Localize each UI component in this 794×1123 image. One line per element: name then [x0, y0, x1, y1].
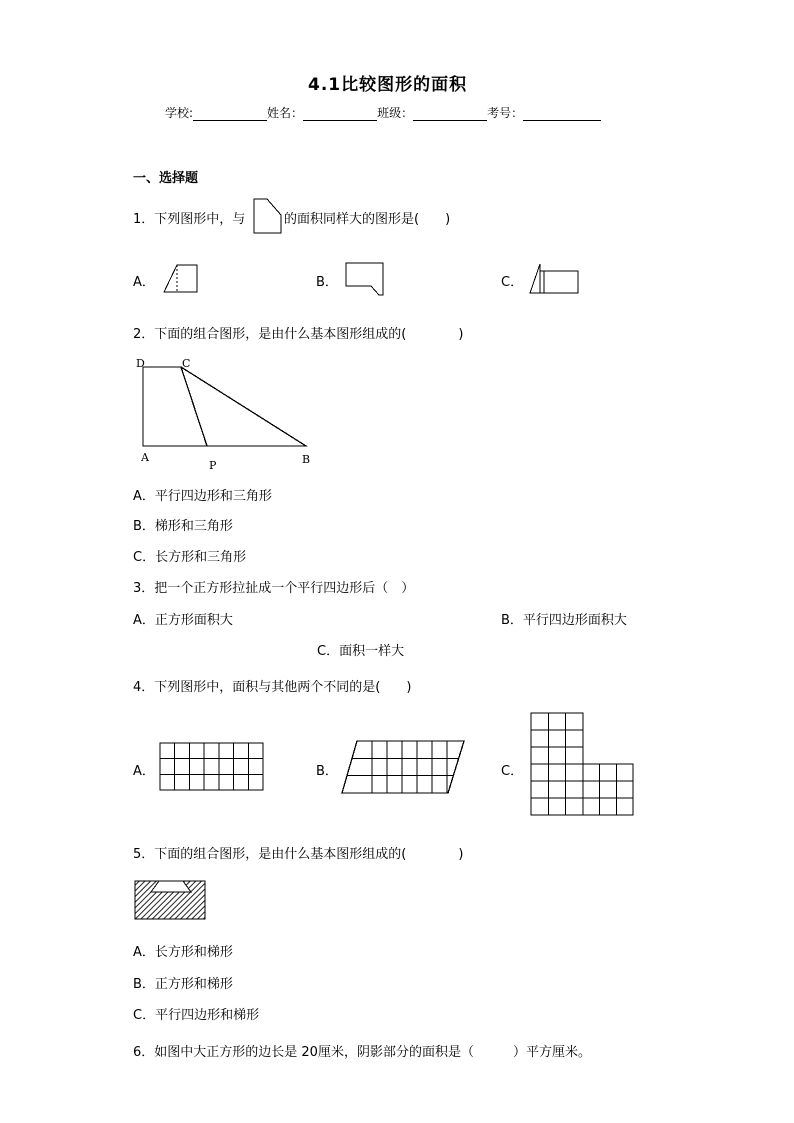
- school-blank: [193, 108, 267, 121]
- q4-option-b-label[interactable]: B．: [316, 764, 338, 779]
- q4-option-a-grid: [159, 742, 265, 792]
- q1-reference-shape: [253, 198, 283, 234]
- q2-label-p: P: [209, 459, 217, 472]
- number-label: 考号：: [487, 106, 524, 120]
- q1-option-b-label[interactable]: B．: [316, 275, 338, 290]
- number-blank: [523, 108, 601, 121]
- page-title: 4.1比较图形的面积: [308, 75, 468, 95]
- q1-option-a-shape: [162, 264, 200, 294]
- class-label: 班级：: [377, 106, 414, 120]
- q2-option-a[interactable]: A．平行四边形和三角形: [133, 489, 272, 504]
- q6-stem: 6．如图中大正方形的边长是 20厘米，阴影部分的面积是（ ）平方厘米。: [133, 1045, 591, 1060]
- q1-option-b-shape: [345, 262, 385, 298]
- q3-option-a[interactable]: A．正方形面积大: [133, 613, 233, 628]
- q4-option-b-parallelogram-grid: [341, 740, 467, 796]
- name-label: 姓名：: [267, 106, 304, 120]
- q5-option-a[interactable]: A．长方形和梯形: [133, 945, 233, 960]
- q2-label-a: A: [141, 451, 149, 464]
- student-info-line: [165, 104, 601, 121]
- q4-option-a-label[interactable]: A．: [133, 764, 155, 779]
- q4-option-c-label[interactable]: C．: [501, 764, 524, 779]
- q1-stem-start: 1．下列图形中，与: [133, 212, 246, 227]
- q5-option-c[interactable]: C．平行四边形和梯形: [133, 1008, 260, 1023]
- class-blank: [413, 108, 487, 121]
- q1-option-c-label[interactable]: C．: [501, 275, 524, 290]
- q5-stem: 5．下面的组合图形，是由什么基本图形组成的( ): [133, 847, 464, 862]
- q2-option-c[interactable]: C．长方形和三角形: [133, 550, 247, 565]
- section-title: 一、选择题: [133, 171, 199, 186]
- q4-stem: 4．下列图形中，面积与其他两个不同的是( ): [133, 680, 412, 695]
- q2-option-b[interactable]: B．梯形和三角形: [133, 519, 233, 534]
- q5-option-b[interactable]: B．正方形和梯形: [133, 977, 233, 992]
- school-label: 学校:: [165, 106, 194, 120]
- q5-composite-figure: [134, 880, 208, 922]
- q3-option-b[interactable]: B．平行四边形面积大: [501, 613, 627, 628]
- name-blank: [303, 108, 377, 121]
- q3-option-c[interactable]: C．面积一样大: [317, 644, 405, 659]
- q2-composite-figure: [130, 356, 320, 476]
- q2-label-b: B: [302, 453, 311, 466]
- q2-label-c: C: [182, 357, 191, 370]
- q3-stem: 3．把一个正方形拉扯成一个平行四边形后（ ）: [133, 581, 415, 596]
- q2-stem: 2．下面的组合图形，是由什么基本图形组成的( ): [133, 327, 464, 342]
- q1-option-a-label[interactable]: A．: [133, 275, 155, 290]
- q2-label-d: D: [136, 357, 145, 370]
- q4-option-c-l-shape-grid: [530, 712, 636, 818]
- q1-option-c-shape: [528, 263, 582, 295]
- q1-stem-end: 的面积同样大的图形是( ): [284, 212, 451, 227]
